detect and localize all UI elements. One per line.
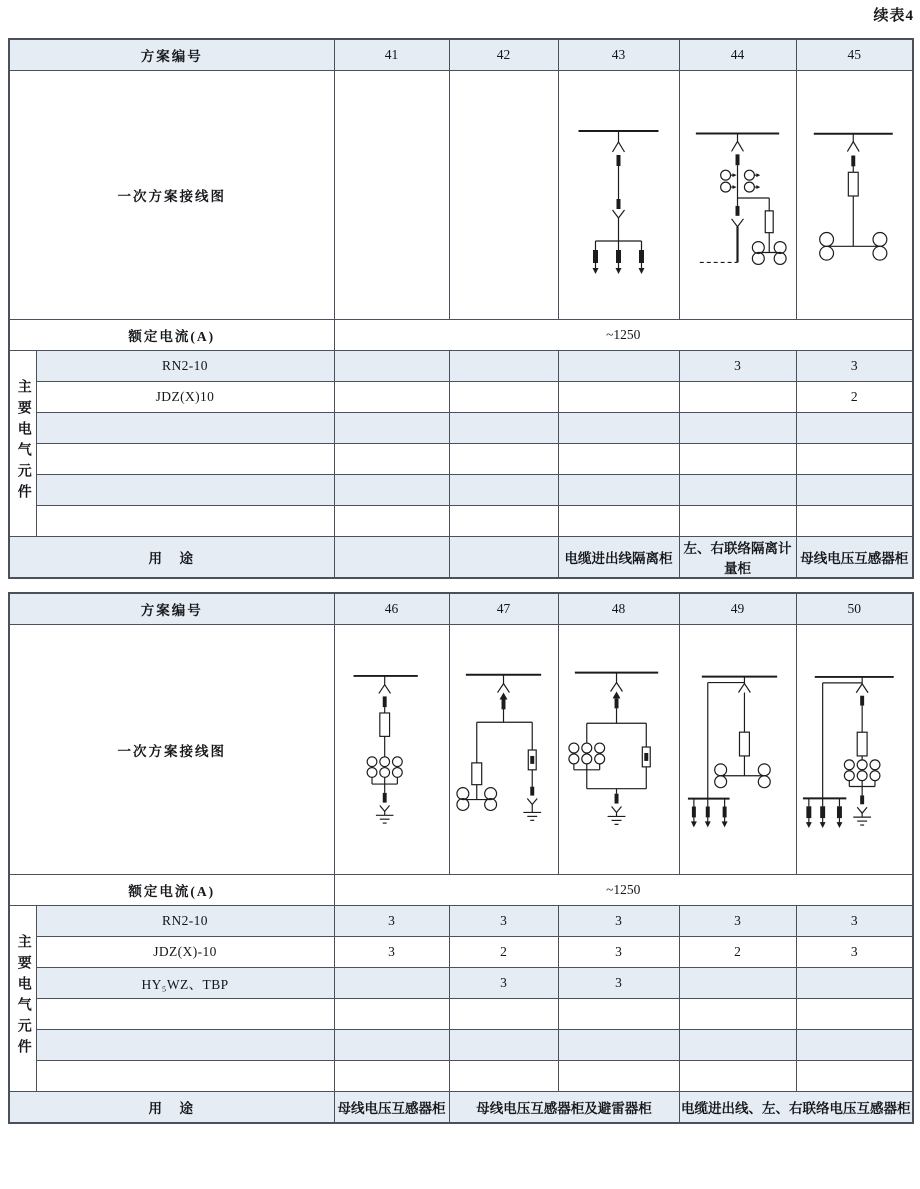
t1-component-value: 3 (796, 351, 913, 382)
t2-component-value: 3 (679, 906, 796, 937)
t1-diagram-44-cell (679, 71, 796, 320)
t2-component-value: 3 (558, 968, 679, 999)
t1-usage-label: 用 途 (9, 537, 334, 579)
schematic-diagram-50 (797, 626, 913, 874)
t1-component-value (334, 382, 449, 413)
t1-component-name (36, 475, 334, 506)
schematic-diagram-43 (559, 71, 679, 319)
t2-scheme-49: 49 (679, 593, 796, 625)
schematic-diagram-46 (335, 626, 449, 874)
t2-diagram-47-cell (449, 625, 558, 875)
t1-scheme-44: 44 (679, 39, 796, 71)
t1-components-label: 主要电气元件 (15, 378, 31, 505)
t1-rated-current-value: ~1250 (334, 320, 913, 351)
t1-component-value (334, 351, 449, 382)
t2-component-name (36, 1030, 334, 1061)
schematic-diagram-48 (559, 626, 679, 874)
t1-diagram-row-label: 一次方案接线图 (9, 71, 334, 320)
t1-component-value (449, 351, 558, 382)
t1-scheme-42: 42 (449, 39, 558, 71)
t1-usage-41 (334, 537, 449, 579)
t2-diagram-49-cell (679, 625, 796, 875)
t2-usage-47-48: 母线电压互感器柜及避雷器柜 (449, 1092, 679, 1124)
t2-component-value: 3 (796, 937, 913, 968)
t2-component-value: 3 (558, 906, 679, 937)
t2-diagram-50-cell (796, 625, 913, 875)
t2-usage-label: 用 途 (9, 1092, 334, 1124)
t1-diagram-41-empty (334, 71, 449, 320)
t1-scheme-41: 41 (334, 39, 449, 71)
t2-component-name: JDZ(X)-10 (36, 937, 334, 968)
t1-scheme-43: 43 (558, 39, 679, 71)
t1-usage-43: 电缆进出线隔离柜 (558, 537, 679, 579)
t1-component-value (558, 351, 679, 382)
t1-header-label: 方案编号 (9, 39, 334, 71)
t2-component-value (334, 968, 449, 999)
t2-component-name: RN2-10 (36, 906, 334, 937)
t2-component-value: 3 (796, 906, 913, 937)
t1-component-name (36, 413, 334, 444)
t2-diagram-48-cell (558, 625, 679, 875)
t2-usage-49-50: 电缆进出线、左、右联络电压互感器柜 (679, 1092, 913, 1124)
scheme-table-46-50 (8, 592, 914, 1124)
t1-diagram-43-cell (558, 71, 679, 320)
schematic-diagram-45 (797, 71, 913, 319)
t2-components-label: 主要电气元件 (15, 933, 31, 1060)
t1-component-value (449, 382, 558, 413)
t2-component-value: 2 (449, 937, 558, 968)
t2-usage-46: 母线电压互感器柜 (334, 1092, 449, 1124)
t1-component-name (36, 506, 334, 537)
t2-rated-current-label: 额定电流(A) (9, 875, 334, 906)
scheme-table-41-45 (8, 38, 914, 579)
t1-component-value: 2 (796, 382, 913, 413)
t1-component-value: 3 (679, 351, 796, 382)
t2-component-value: 3 (558, 937, 679, 968)
t2-component-value: 3 (334, 906, 449, 937)
t2-components-label-cell (9, 906, 36, 1092)
t2-component-value: 3 (449, 968, 558, 999)
t2-component-name: HY₅WZ、TBP (36, 968, 334, 999)
t2-component-value (679, 968, 796, 999)
t1-diagram-45-cell (796, 71, 913, 320)
t2-scheme-50: 50 (796, 593, 913, 625)
t1-diagram-42-empty (449, 71, 558, 320)
t2-component-value (796, 968, 913, 999)
schematic-diagram-49 (680, 626, 796, 874)
t1-components-label-cell (9, 351, 36, 537)
schematic-diagram-44 (680, 71, 796, 319)
t2-diagram-row-label: 一次方案接线图 (9, 625, 334, 875)
t1-component-name: JDZ(X)10 (36, 382, 334, 413)
continuation-caption: 续表4 (873, 8, 914, 24)
t2-component-value: 3 (449, 906, 558, 937)
t2-component-name (36, 1061, 334, 1092)
t1-component-value (679, 382, 796, 413)
t1-rated-current-label: 额定电流(A) (9, 320, 334, 351)
t2-diagram-46-cell (334, 625, 449, 875)
t2-component-value: 2 (679, 937, 796, 968)
t2-component-name (36, 999, 334, 1030)
schematic-diagram-47 (450, 626, 558, 874)
t1-usage-44: 左、右联络隔离计量柜 (679, 537, 796, 579)
t1-usage-42 (449, 537, 558, 579)
t1-usage-45: 母线电压互感器柜 (796, 537, 913, 579)
t2-scheme-46: 46 (334, 593, 449, 625)
t1-component-value (558, 382, 679, 413)
t2-component-value: 3 (334, 937, 449, 968)
t1-component-name: RN2-10 (36, 351, 334, 382)
t1-scheme-45: 45 (796, 39, 913, 71)
t2-scheme-48: 48 (558, 593, 679, 625)
t2-header-label: 方案编号 (9, 593, 334, 625)
t1-component-name (36, 444, 334, 475)
t2-scheme-47: 47 (449, 593, 558, 625)
t2-rated-current-value: ~1250 (334, 875, 913, 906)
